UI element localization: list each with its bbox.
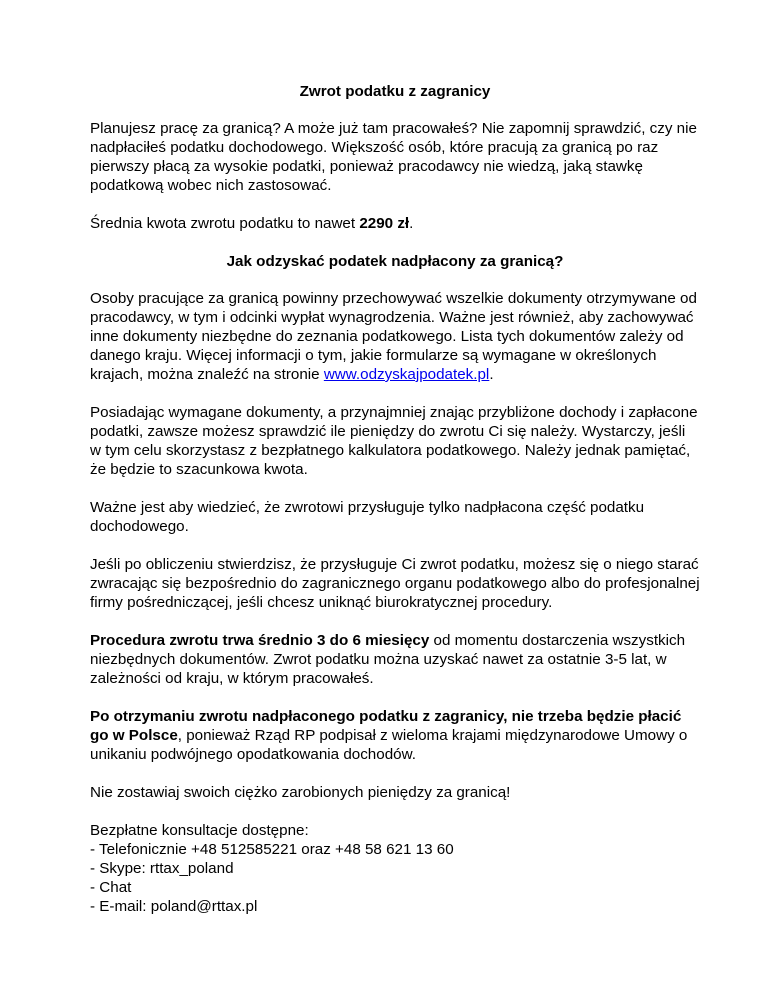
page-title: Zwrot podatku z zagranicy <box>299 83 491 100</box>
document-page <box>90 72 700 916</box>
documents-paragraph <box>90 289 700 384</box>
average-suffix: . <box>409 215 414 232</box>
odzyskajpodatek-link[interactable]: www.odzyskajpodatek.pl <box>323 366 490 383</box>
contact-block <box>90 821 700 916</box>
documents-suffix: . <box>489 366 494 383</box>
contact-phone: - Telefonicznie +48 512585221 oraz +48 58 621 13 60 <box>90 841 454 858</box>
double-tax-paragraph <box>90 707 700 764</box>
average-amount: 2290 zł <box>359 215 410 232</box>
closing-paragraph: Nie zostawiaj swoich ciężko zarobionych pieniędzy za granicą! <box>90 784 511 801</box>
documents-text: Osoby pracujące za granicą powinny przechowywać wszelkie dokumenty otrzymywane od pracodawcy, w tym i odcinki wypłat wynagrodzenia. Ważne jest również, aby zachowywać inne dokumenty niezbędne do zeznania podatkowego. Lista tych dokumentów zależy od danego kraju. Więcej informacji o tym, jakie formularze są wymagane w określonych krajach, można znaleźć na stronie <box>90 290 697 383</box>
contact-chat: - Chat <box>90 879 132 896</box>
contact-heading: Bezpłatne konsultacje dostępne: <box>90 822 309 839</box>
average-amount-paragraph <box>90 214 700 233</box>
double-tax-bold: Po otrzymaniu zwrotu nadpłaconego podatku z zagranicy, nie trzeba będzie płacić go w Polsce <box>90 708 682 744</box>
contact-skype: - Skype: rttax_poland <box>90 860 234 877</box>
procedure-rest: od momentu dostarczenia wszystkich niezbędnych dokumentów. Zwrot podatku można uzyskać nawet za ostatnie 3-5 lat, w zależności od kraju, w którym pracowałeś. <box>90 632 686 687</box>
procedure-paragraph <box>90 631 700 688</box>
double-tax-rest: , ponieważ Rząd RP podpisał z wieloma krajami międzynarodowe Umowy o unikaniu podwójnego opodatkowania dochodów. <box>90 727 688 763</box>
overpaid-paragraph: Ważne jest aby wiedzieć, że zwrotowi przysługuje tylko nadpłacona część podatku dochodowego. <box>90 499 645 535</box>
contact-email: - E-mail: poland@rttax.pl <box>90 898 258 915</box>
section-subtitle: Jak odzyskać podatek nadpłacony za granicą? <box>226 253 564 270</box>
calculator-paragraph: Posiadając wymagane dokumenty, a przynajmniej znając przybliżone dochody i zapłacone podatki, zawsze możesz sprawdzić ile pieniędzy do zwrotu Ci się należy. Wystarczy, jeśli w tym celu skorzystasz z bezpłatnego kalkulatora podatkowego. Należy jednak pamiętać, że będzie to szacunkowa kwota. <box>90 404 698 478</box>
intro-paragraph: Planujesz pracę za granicą? A może już tam pracowałeś? Nie zapomnij sprawdzić, czy nie nadpłaciłeś podatku dochodowego. Większość osób, które pracują za granicą po raz pierwszy płacą za wysokie podatki, ponieważ pracodawcy nie wiedzą, jaką stawkę podatkową wobec nich zastosować. <box>90 120 697 194</box>
procedure-bold: Procedura zwrotu trwa średnio 3 do 6 miesięcy <box>90 632 430 649</box>
apply-paragraph: Jeśli po obliczeniu stwierdzisz, że przysługuje Ci zwrot podatku, możesz się o niego starać zwracając się bezpośrednio do zagranicznego organu podatkowego albo do profesjonalnej firmy pośredniczącej, jeśli chcesz uniknąć biurokratycznej procedury. <box>90 556 700 611</box>
average-prefix: Średnia kwota zwrotu podatku to nawet <box>90 215 360 232</box>
